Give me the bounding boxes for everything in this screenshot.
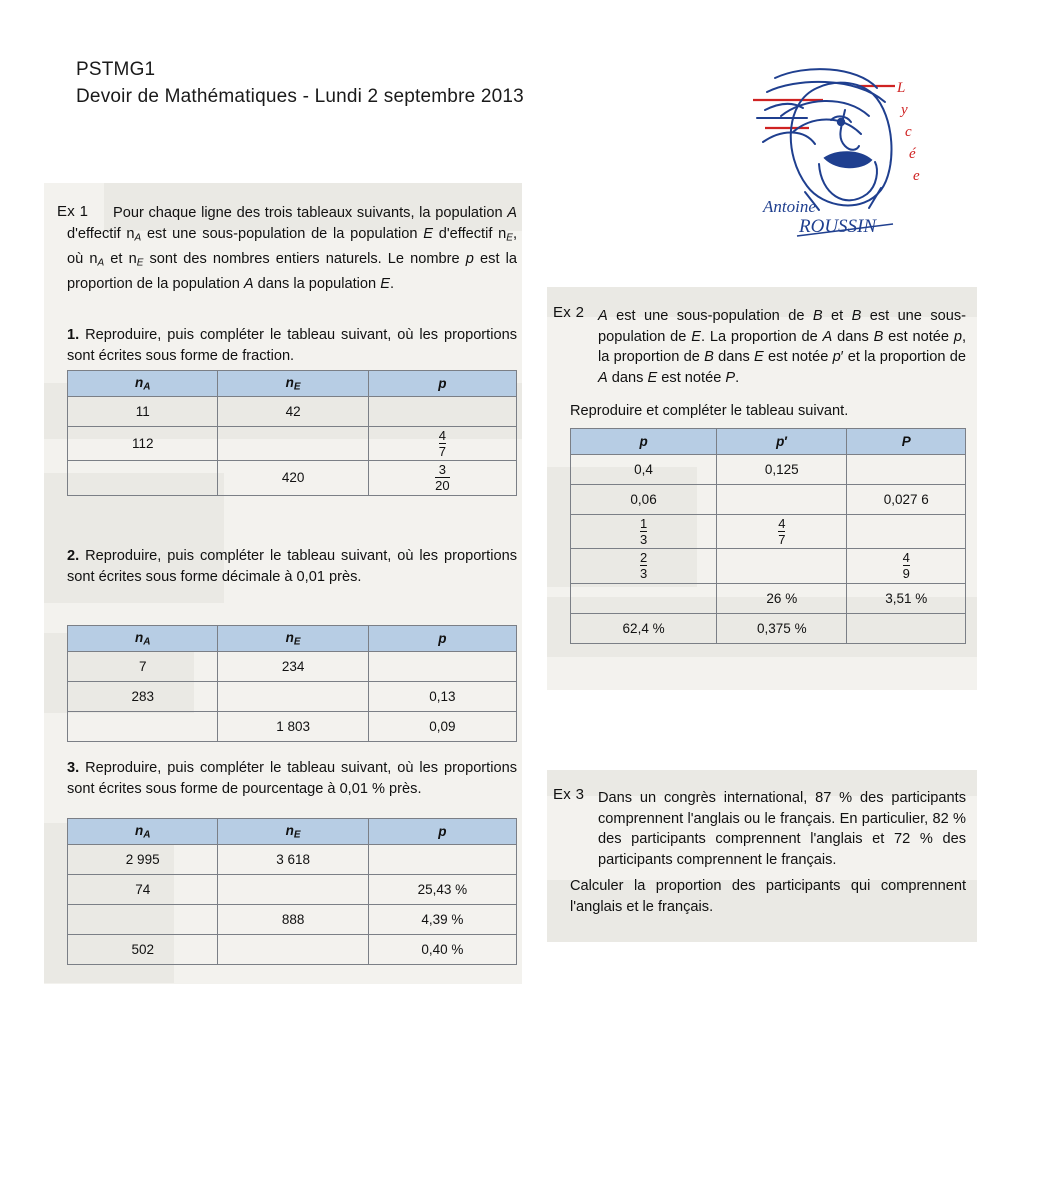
table-row <box>68 397 517 427</box>
cell: 1 803 <box>218 712 368 742</box>
cell: 0,4 <box>571 455 717 485</box>
cell: 0,375 % <box>717 613 847 643</box>
col-nA: $n_A$ <box>68 371 218 397</box>
cell: 888 <box>218 905 368 935</box>
cell: 502 <box>68 935 218 965</box>
exercise-3-question: Calculer la proportion des participants qui comprennent l'anglais et le français. <box>570 878 966 915</box>
table-row <box>571 583 966 613</box>
exercise-1-label: Ex 1 <box>57 203 89 220</box>
exercise-1-question-2: 2. Reproduire, puis compléter le tableau suivant, où les proportions sont écrites sous forme décimale à 0,01 près. <box>67 548 517 585</box>
logo-name-first: Antoine <box>763 197 816 216</box>
cell <box>368 845 516 875</box>
cell: 4,39 % <box>368 905 516 935</box>
table-row <box>68 875 517 905</box>
col-nA: $n_A$ <box>68 626 218 652</box>
table-row <box>571 515 966 549</box>
cell <box>218 682 368 712</box>
cell <box>717 549 847 583</box>
cell: 112 <box>68 427 218 461</box>
logo-letter: L <box>897 80 906 96</box>
cell: 283 <box>68 682 218 712</box>
exercise-2-table <box>570 428 966 644</box>
exercise-2-question: Reproduire et compléter le tableau suivant. <box>570 403 849 419</box>
table-header-row <box>68 626 517 652</box>
table-row <box>68 845 517 875</box>
col-nE: $n_E$ <box>218 626 368 652</box>
course-code: PSTMG1 <box>76 59 156 80</box>
assignment-title: Devoir de Mathématiques - Lundi 2 septembre 2013 <box>76 86 524 107</box>
cell <box>218 427 368 461</box>
col-p: p <box>368 819 516 845</box>
cell: 3 618 <box>218 845 368 875</box>
cell <box>218 935 368 965</box>
logo-letter: y <box>901 102 908 118</box>
cell-fraction: $\frac{4}{7}$ <box>368 427 516 461</box>
cell: 0,06 <box>571 485 717 515</box>
col-nA: $n_A$ <box>68 819 218 845</box>
cell: 0,40 % <box>368 935 516 965</box>
cell: 3,51 % <box>847 583 966 613</box>
exercise-1-table-3 <box>67 818 517 965</box>
table-row <box>68 652 517 682</box>
table-row <box>571 613 966 643</box>
cell <box>847 515 966 549</box>
table-row <box>68 427 517 461</box>
exercise-1-question-1: 1. Reproduire, puis compléter le tableau suivant, où les proportions sont écrites sous forme de fraction. <box>67 327 517 364</box>
cell: 26 % <box>717 583 847 613</box>
cell: 2 995 <box>68 845 218 875</box>
col-p: p <box>571 429 717 455</box>
col-P-capital: P <box>847 429 966 455</box>
cell <box>68 461 218 495</box>
col-nE: $n_E$ <box>218 371 368 397</box>
cell <box>717 485 847 515</box>
table-row <box>571 485 966 515</box>
table-row <box>571 549 966 583</box>
cell: 0,09 <box>368 712 516 742</box>
cell-fraction: $\frac{3}{20}$ <box>368 461 516 495</box>
exercise-3-label: Ex 3 <box>553 786 585 803</box>
cell-fraction: $\frac{4}{7}$ <box>717 515 847 549</box>
logo-letter: é <box>909 146 916 162</box>
page-title <box>76 56 524 110</box>
logo-letter: c <box>905 124 912 140</box>
table-row <box>68 905 517 935</box>
exercise-3-statement: Dans un congrès international, 87 % des participants comprennent l'anglais ou le français. En particulier, 82 % des participants comprennent l'anglais et 72 % des participants comprennent le français. <box>598 790 966 868</box>
cell-fraction: $\frac{4}{9}$ <box>847 549 966 583</box>
school-logo <box>745 58 930 238</box>
cell <box>68 712 218 742</box>
cell <box>571 583 717 613</box>
table-row <box>68 935 517 965</box>
col-p: p <box>368 626 516 652</box>
col-nE: $n_E$ <box>218 819 368 845</box>
table-header-row <box>68 819 517 845</box>
exercise-1-table-2 <box>67 625 517 742</box>
cell: 11 <box>68 397 218 427</box>
cell <box>218 875 368 905</box>
cell <box>847 613 966 643</box>
cell: 0,13 <box>368 682 516 712</box>
col-p: p <box>368 371 516 397</box>
table-header-row <box>571 429 966 455</box>
cell <box>368 397 516 427</box>
cell <box>368 652 516 682</box>
cell: 0,125 <box>717 455 847 485</box>
cell: 0,027 6 <box>847 485 966 515</box>
col-p-prime: p′ <box>717 429 847 455</box>
table-row <box>68 682 517 712</box>
table-row <box>68 461 517 495</box>
exercise-2-label: Ex 2 <box>553 304 585 321</box>
cell: 420 <box>218 461 368 495</box>
cell: 234 <box>218 652 368 682</box>
table-row <box>68 712 517 742</box>
logo-letter: e <box>913 168 920 184</box>
table-header-row <box>68 371 517 397</box>
exercise-1-intro: Pour chaque ligne des trois tableaux suivants, la population A d'effectif $n_A$ est une sous-population de la population E d'effectif $n_E$, où $n_A$ et $n_E$ sont des nombres entiers naturels. Le nombre p est la proportion de la population A dans la population E. <box>67 205 518 292</box>
exercise-1-question-3: 3. Reproduire, puis compléter le tableau suivant, où les proportions sont écrites sous forme de pourcentage à 0,01 % près. <box>67 760 517 797</box>
cell: 74 <box>68 875 218 905</box>
cell-fraction: $\frac{1}{3}$ <box>571 515 717 549</box>
exercise-1-table-1 <box>67 370 517 496</box>
cell <box>847 455 966 485</box>
exercise-2-intro: A est une sous-population de B et B est une sous-population de E. La proportion de A dans B est notée p, la proportion de B dans E est notée p′ et la proportion de A dans E est notée P. <box>598 308 967 386</box>
table-row <box>571 455 966 485</box>
cell <box>68 905 218 935</box>
cell: 62,4 % <box>571 613 717 643</box>
cell: 42 <box>218 397 368 427</box>
cell: 25,43 % <box>368 875 516 905</box>
cell: 7 <box>68 652 218 682</box>
cell-fraction: $\frac{2}{3}$ <box>571 549 717 583</box>
logo-name-last: ROUSSIN <box>799 216 877 237</box>
